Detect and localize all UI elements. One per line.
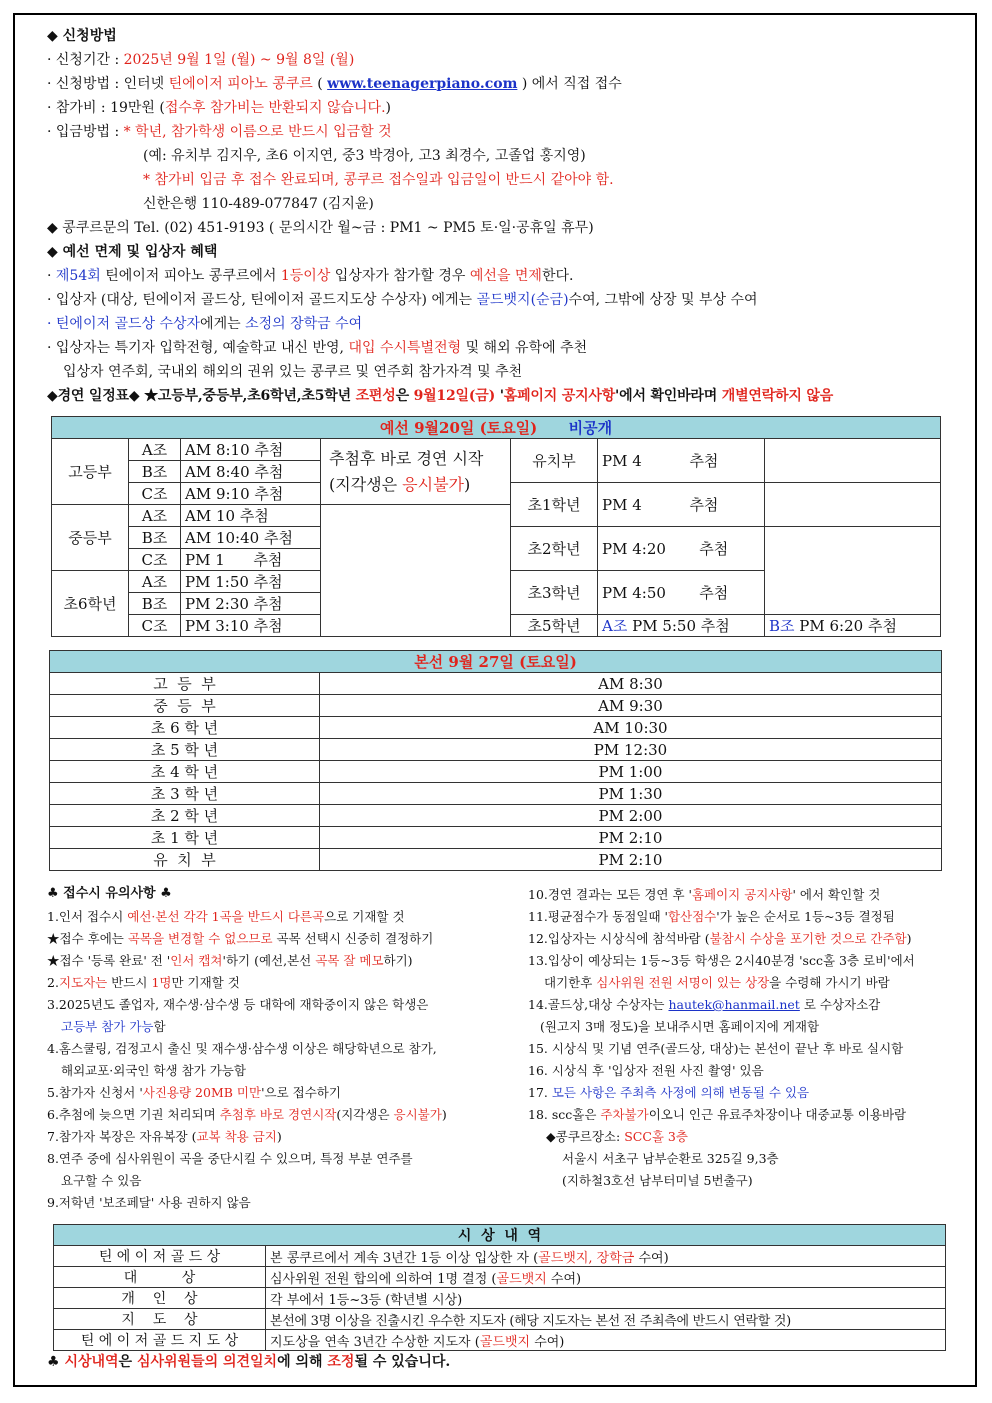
deposit-line <box>47 122 392 142</box>
text: 1명 <box>151 975 172 990</box>
group-label: C조 <box>129 549 181 571</box>
text: B조 <box>769 617 795 635</box>
text: 소정의 장학금 수여 <box>245 316 363 332</box>
text: 시상내역 <box>64 1354 119 1370</box>
final-grade: 유 치 부 <box>50 849 320 871</box>
text: 을 수령해 가시기 바람 <box>769 975 890 990</box>
apply-heading: ◆ 신청방법 <box>47 28 117 44</box>
prelim-e6-label: 초6학년 <box>52 571 129 637</box>
prelim-e5-b <box>765 615 941 637</box>
text: 응시불가 <box>402 474 464 494</box>
awards-table <box>53 1224 946 1351</box>
prelim-time: PM 4 추첨 <box>598 439 765 483</box>
note-r7: 16. 시상식 후 '입상자 전원 사진 촬영' 있음 <box>528 1063 764 1078</box>
award-name: 틴 에 이 저 골 드 상 <box>54 1246 266 1267</box>
awards-header: 시 상 내 역 <box>54 1225 946 1246</box>
prelim-note <box>321 439 511 505</box>
text: 고등부 참가 가능 <box>61 1019 154 1034</box>
note-5b <box>61 1016 166 1038</box>
note-r4b <box>544 972 890 994</box>
text: 예선을 면제 <box>469 268 542 284</box>
note-11: 9.저학년 '보조페달' 사용 권하지 않음 <box>47 1195 251 1210</box>
text: 7.참가자 복장은 자유복장 ( <box>47 1129 197 1144</box>
award-desc: 각 부에서 1등~3등 (학년별 시상) <box>266 1288 946 1309</box>
text: '으로 접수하기 <box>261 1085 341 1100</box>
note-r3 <box>528 928 912 950</box>
prelim-table <box>51 416 941 637</box>
period-label: · 신청기간 : <box>47 52 120 68</box>
deposit-rule-2: * 참가비 입금 후 접수 완료되며, 콩쿠르 접수일과 입금일이 반드시 같아야 함. <box>143 172 614 188</box>
note-10b: 요구할 수 있음 <box>61 1173 142 1188</box>
final-header: 본선 9월 27일 (토요일) <box>50 651 942 673</box>
award-desc <box>266 1330 946 1351</box>
deposit-example: (예: 유치부 김지우, 초6 이지연, 중3 박경아, 고3 최경수, 고졸업 홍지영) <box>143 148 586 164</box>
final-grade: 초 3 학 년 <box>50 783 320 805</box>
award-name: 틴 에 이 저 골 드 지 도 상 <box>54 1330 266 1351</box>
exempt-line-4 <box>47 338 587 358</box>
text: ◆콩쿠르장소: <box>546 1129 625 1144</box>
final-table <box>49 650 942 871</box>
empty-cell <box>321 505 511 637</box>
text: 5.참가자 신청서 ' <box>47 1085 143 1100</box>
text: ' 에서 확인할 것 <box>792 887 881 902</box>
prelim-time: AM 9:10 추첨 <box>181 483 321 505</box>
note-6b: 해외교포·외국인 학생 참가 가능함 <box>61 1063 246 1078</box>
text: 심사위원 전원 서명이 있는 상장 <box>596 975 770 990</box>
text: 조편성 <box>355 388 396 404</box>
text: 합산점수 <box>667 909 717 924</box>
text: 1등이상 <box>280 268 331 284</box>
text: 반드시 <box>107 975 152 990</box>
deposit-label: · 입금방법 : <box>47 124 120 140</box>
note-r1 <box>528 884 880 906</box>
schedule-heading <box>47 386 833 406</box>
text: 수여) <box>530 1334 565 1350</box>
text: 입상자가 참가할 경우 <box>330 268 470 284</box>
note-1 <box>47 906 405 928</box>
prelim-time: PM 1:50 추첨 <box>181 571 321 593</box>
final-time: AM 8:30 <box>320 673 942 695</box>
prelim-note-1: 추첨후 바로 경연 시작 <box>329 448 484 468</box>
final-time: PM 2:00 <box>320 805 942 827</box>
text: 곡목 선택시 신중히 결정하기 <box>272 931 434 946</box>
text: 홈페이지 공지사항 <box>691 887 793 902</box>
text: 2. <box>47 975 59 990</box>
text: ) <box>441 1107 447 1122</box>
text: 주차불가 <box>600 1107 649 1122</box>
fee-line <box>47 98 391 118</box>
text: 골드뱃지 <box>496 1271 547 1287</box>
text: 이오니 인근 유료주차장이나 대중교통 이용바람 <box>648 1107 907 1122</box>
method-tail: ) 에서 직접 접수 <box>521 76 622 92</box>
note-2 <box>47 928 433 950</box>
exempt-line-5: 입상자 연주회, 국내외 해외의 권위 있는 콩쿠르 및 연주회 참가자격 및 추천 <box>63 364 523 380</box>
prelim-e5-a <box>598 615 765 637</box>
note-10: 8.연주 중에 심사위원이 곡을 중단시킬 수 있으며, 특정 부분 연주를 <box>47 1151 413 1166</box>
text: '가 높은 순서로 1등~3등 결정됨 <box>716 909 895 924</box>
award-desc <box>266 1246 946 1267</box>
period-value: 2025년 9월 1일 (월) ~ 9월 8일 (월) <box>123 52 355 68</box>
contact-line: ◆ 콩쿠르문의 Tel. (02) 451-9193 ( 문의시간 월~금 : PM1 ~ PM5 토·일·공휴일 휴무) <box>47 220 594 236</box>
text: 곡목을 변경할 수 없으므로 <box>127 931 273 946</box>
group-label: B조 <box>129 593 181 615</box>
text: 심사위원 전원 합의에 의하여 1명 결정 ( <box>270 1271 497 1287</box>
prelim-time: PM 4:50 추첨 <box>598 571 765 615</box>
prelim-time: PM 3:10 추첨 <box>181 615 321 637</box>
text: 응시불가 <box>393 1107 442 1122</box>
method-label: · 신청방법 : 인터넷 <box>47 76 165 92</box>
group-label: A조 <box>129 571 181 593</box>
text: 조정 <box>327 1354 355 1370</box>
text: 불참시 수상을 포기한 것으로 간주함 <box>709 931 907 946</box>
website-link[interactable]: www.teenagerpiano.com <box>327 76 518 92</box>
text: 로 수상자소감 <box>799 997 881 1012</box>
fee-close: ) <box>385 100 392 116</box>
text: 함 <box>153 1019 166 1034</box>
prelim-header <box>52 417 941 439</box>
final-grade: 초 5 학 년 <box>50 739 320 761</box>
text: 추첨후 바로 경연시작 <box>219 1107 337 1122</box>
prelim-time: PM 4:20 추첨 <box>598 527 765 571</box>
text: 수여) <box>546 1271 582 1287</box>
text: 18. scc홀은 <box>528 1107 601 1122</box>
method-paren: ( <box>317 76 323 92</box>
final-time: PM 1:00 <box>320 761 942 783</box>
fee-note: 접수후 참가비는 반환되지 않습니다. <box>164 100 386 116</box>
note-r6: 15. 시상식 및 기념 연주(골드상, 대상)는 본선이 끝난 후 바로 실시함 <box>528 1041 904 1056</box>
exempt-heading: ◆ 예선 면제 및 입상자 혜택 <box>47 244 218 260</box>
prelim-grade: 초2학년 <box>511 527 598 571</box>
text: 6.추첨에 늦으면 기권 처리되며 <box>47 1107 220 1122</box>
exempt-line-2 <box>47 290 758 310</box>
text: 14.골드상,대상 수상자는 <box>528 997 669 1012</box>
final-time: AM 9:30 <box>320 695 942 717</box>
text: 예선·본선 각각 1곡을 반드시 다른곡 <box>127 909 325 924</box>
text: 만 기재할 것 <box>171 975 240 990</box>
note-8 <box>47 1104 447 1126</box>
final-grade: 초 1 학 년 <box>50 827 320 849</box>
note-3 <box>47 950 413 972</box>
note-r10 <box>546 1126 688 1148</box>
text: (지각생은 <box>336 1107 394 1122</box>
text: 개별연락하지 않음 <box>721 388 834 404</box>
text: · <box>47 268 56 284</box>
text: 사진용량 20MB 미만 <box>142 1085 262 1100</box>
text: ) <box>906 931 912 946</box>
text: 수여) <box>634 1250 669 1266</box>
text: 교복 착용 금지 <box>196 1129 277 1144</box>
text: ♣ <box>47 1354 65 1370</box>
text: ★접수 후에는 <box>47 931 128 946</box>
final-grade: 초 6 학 년 <box>50 717 320 739</box>
text: 에게는 <box>200 316 246 332</box>
group-label: C조 <box>129 615 181 637</box>
text: 골드뱃지 <box>479 1334 531 1350</box>
prelim-grade: 유치부 <box>511 439 598 483</box>
final-time: PM 2:10 <box>320 849 942 871</box>
empty-cell <box>765 439 941 483</box>
email-link[interactable]: hautek@hanmail.net <box>668 997 800 1012</box>
text: 1.인서 접수시 <box>47 909 128 924</box>
text: 으로 기재할 것 <box>324 909 405 924</box>
awards-footer <box>47 1352 450 1372</box>
final-time: PM 1:30 <box>320 783 942 805</box>
note-r2 <box>528 906 895 928</box>
group-label: C조 <box>129 483 181 505</box>
fee-label: · 참가비 : 19만원 ( <box>47 100 165 116</box>
prelim-time: PM 1 추첨 <box>181 549 321 571</box>
prelim-time: AM 10:40 추첨 <box>181 527 321 549</box>
prelim-grade: 초3학년 <box>511 571 598 615</box>
notes-heading: ♣ 접수시 유의사항 ♣ <box>47 886 172 901</box>
text: 심사위원들의 의견일치 <box>136 1354 278 1370</box>
exempt-line-1 <box>47 266 573 286</box>
note-r4: 13.입상이 예상되는 1등~3등 학생은 2시40분경 'scc홀 3층 로비'에서 <box>528 953 915 968</box>
text: 지도자는 <box>58 975 108 990</box>
prelim-title: 예선 9월20일 (토요일) <box>379 419 538 437</box>
text: 지도상을 연속 3년간 수상한 지도자 ( <box>270 1334 480 1350</box>
text: 은 <box>118 1354 137 1370</box>
text: ) <box>463 474 471 494</box>
text: ◆경연 일정표◆ ★고등부,중등부,초6학년,초5학년 <box>47 388 356 404</box>
text: 모든 사항은 주최측 사정에 의해 변동될 수 있음 <box>551 1085 810 1100</box>
prelim-grade: 초5학년 <box>511 615 598 637</box>
note-9 <box>47 1126 282 1148</box>
note-7 <box>47 1082 341 1104</box>
text: 제54회 <box>55 268 101 284</box>
award-name: 지 도 상 <box>54 1309 266 1330</box>
text: ' <box>495 388 504 404</box>
text: 인서 캡쳐 <box>170 953 223 968</box>
prelim-time: PM 2:30 추첨 <box>181 593 321 615</box>
prelim-time: AM 8:40 추첨 <box>181 461 321 483</box>
text: · 입상자 (대상, 틴에이저 골드상, 틴에이저 골드지도상 수상자) 에게는 <box>47 292 477 308</box>
exempt-line-3 <box>47 314 362 334</box>
text: 한다. <box>541 268 574 284</box>
text: 하기) <box>383 953 413 968</box>
text: '에서 확인바라며 <box>615 388 722 404</box>
empty-cell <box>765 527 941 615</box>
venue-subway: (지하철3호선 남부터미널 5번출구) <box>562 1173 753 1188</box>
prelim-time: AM 8:10 추첨 <box>181 439 321 461</box>
venue-address: 서울시 서초구 남부순환로 325길 9,3층 <box>562 1151 779 1166</box>
text: '하기 (예선,본선 <box>222 953 316 968</box>
final-grade: 초 2 학 년 <box>50 805 320 827</box>
final-time: PM 12:30 <box>320 739 942 761</box>
method-name: 틴에이저 피아노 콩쿠르 <box>168 76 313 92</box>
text: 틴에이저 피아노 콩쿠르에서 <box>100 268 281 284</box>
empty-cell <box>765 483 941 527</box>
prelim-private: 비공개 <box>568 419 613 437</box>
note-4 <box>47 972 240 994</box>
text: SCC홀 3층 <box>624 1129 688 1144</box>
text: 본 콩쿠르에서 계속 3년간 1등 이상 입상한 자 ( <box>270 1250 539 1266</box>
text: 12.입상자는 시상식에 참석바람 ( <box>528 931 710 946</box>
prelim-time: PM 4 추첨 <box>598 483 765 527</box>
group-label: B조 <box>129 461 181 483</box>
text: 수여, 그밖에 상장 및 부상 수여 <box>568 292 758 308</box>
deposit-rule: * 학년, 참가학생 이름으로 반드시 입금할 것 <box>123 124 392 140</box>
award-name: 개 인 상 <box>54 1288 266 1309</box>
group-label: A조 <box>129 439 181 461</box>
final-grade: 중 등 부 <box>50 695 320 717</box>
text: 10.경연 결과는 모든 경연 후 ' <box>528 887 692 902</box>
note-r5 <box>528 994 880 1016</box>
text: 대입 수시특별전형 <box>348 340 462 356</box>
bank-account: 신한은행 110-489-077847 (김지윤) <box>143 196 374 212</box>
text: ★접수 '등록 완료' 전 ' <box>47 953 171 968</box>
text: (지각생은 <box>329 474 403 494</box>
text: 곡목 잘 메모 <box>315 953 384 968</box>
text: · 입상자는 특기자 입학전형, 예술학교 내신 반영, <box>47 340 349 356</box>
prelim-high-label: 고등부 <box>52 439 129 505</box>
group-label: B조 <box>129 527 181 549</box>
prelim-time: AM 10 추첨 <box>181 505 321 527</box>
text: 9월12일(금) <box>413 388 496 404</box>
prelim-note-2 <box>329 472 506 498</box>
text: 될 수 있습니다. <box>354 1354 451 1370</box>
prelim-middle-label: 중등부 <box>52 505 129 571</box>
text: 은 <box>395 388 414 404</box>
award-desc: 본선에 3명 이상을 진출시킨 우수한 지도자 (해당 지도자는 본선 전 주최측에 반드시 연락할 것) <box>266 1309 946 1330</box>
text: 에 의해 <box>277 1354 328 1370</box>
group-label: A조 <box>129 505 181 527</box>
prelim-grade: 초1학년 <box>511 483 598 527</box>
text: PM 5:50 추첨 <box>627 617 730 635</box>
text: 및 해외 유학에 추천 <box>461 340 588 356</box>
text: 골드뱃지(순금) <box>476 292 569 308</box>
award-name: 대 상 <box>54 1267 266 1288</box>
final-grade: 초 4 학 년 <box>50 761 320 783</box>
note-r9 <box>528 1104 906 1126</box>
text: 17. <box>528 1085 552 1100</box>
text: A조 <box>602 617 628 635</box>
final-time: AM 10:30 <box>320 717 942 739</box>
note-6: 4.홈스쿨링, 검정고시 출신 및 재수생·삼수생 이상은 해당학년으로 참가, <box>47 1041 437 1056</box>
text: 홈페이지 공지사항 <box>503 388 616 404</box>
apply-period <box>47 50 354 70</box>
text: 대기한후 <box>544 975 597 990</box>
note-5: 3.2025년도 졸업자, 재수생·삼수생 등 대학에 재학중이지 않은 학생은 <box>47 997 429 1012</box>
final-time: PM 2:10 <box>320 827 942 849</box>
note-r8 <box>528 1082 809 1104</box>
apply-method <box>47 74 622 94</box>
award-desc <box>266 1267 946 1288</box>
text: 골드뱃지, 장학금 <box>538 1250 635 1266</box>
final-grade: 고 등 부 <box>50 673 320 695</box>
text: ) <box>276 1129 282 1144</box>
text: PM 6:20 추첨 <box>794 617 897 635</box>
text: · 틴에이저 골드상 수상자 <box>47 316 201 332</box>
note-r5d: (원고지 3매 정도)을 보내주시면 홈페이지에 게재함 <box>540 1019 820 1034</box>
text: 11.평균점수가 동점일때 ' <box>528 909 668 924</box>
